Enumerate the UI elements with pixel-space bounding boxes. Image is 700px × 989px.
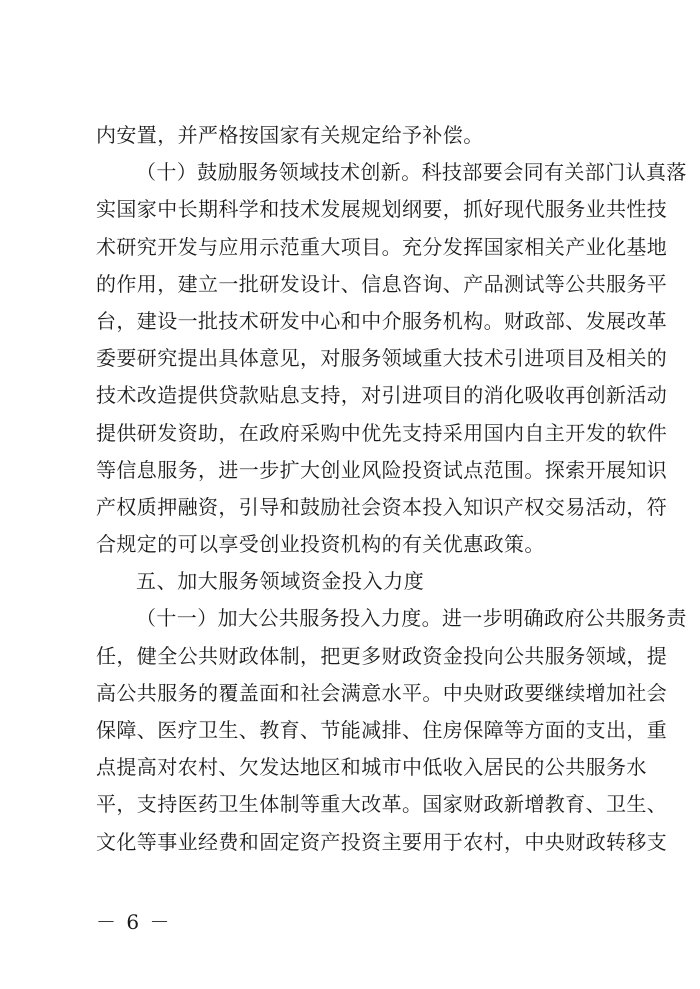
section-heading: 五、加大服务领域资金投入力度 xyxy=(136,569,425,594)
text-line: （十）鼓励服务领域技术创新。科技部要会同有关部门认真落 xyxy=(136,160,687,185)
text-line: 实国家中长期科学和技术发展规划纲要，抓好现代服务业共性技 xyxy=(96,197,668,222)
text-line: 平，支持医药卫生体制等重大改革。国家财政新增教育、卫生、 xyxy=(96,792,668,817)
text-line: 委要研究提出具体意见，对服务领域重大技术引进项目及相关的 xyxy=(96,346,668,371)
text-line: 高公共服务的覆盖面和社会满意水平。中央财政要继续增加社会 xyxy=(96,680,668,705)
text-line: 文化等事业经费和固定资产投资主要用于农村，中央财政转移支 xyxy=(96,829,668,854)
text-line: 合规定的可以享受创业投资机构的有关优惠政策。 xyxy=(96,532,545,557)
text-line: 的作用，建立一批研发设计、信息咨询、产品测试等公共服务平 xyxy=(96,271,668,296)
document-body xyxy=(96,117,687,861)
text-line: 保障、医疗卫生、教育、节能减排、住房保障等方面的支出，重 xyxy=(96,718,668,742)
text-line: 提供研发资助，在政府采购中优先支持采用国内自主开发的软件 xyxy=(96,420,668,445)
text-line: 点提高对农村、欠发达地区和城市中低收入居民的公共服务水 xyxy=(96,755,647,780)
text-line: 术研究开发与应用示范重大项目。充分发挥国家相关产业化基地 xyxy=(96,234,668,259)
text-line: （十一）加大公共服务投入力度。进一步明确政府公共服务责 xyxy=(136,606,687,631)
page-number: － 6 － xyxy=(96,910,172,934)
text-line: 任，健全公共财政体制，把更多财政资金投向公共服务领域，提 xyxy=(96,643,668,668)
text-line: 技术改造提供贷款贴息支持，对引进项目的消化吸收再创新活动 xyxy=(96,383,668,408)
text-line: 产权质押融资，引导和鼓励社会资本投入知识产权交易活动，符 xyxy=(96,494,668,519)
text-line: 等信息服务，进一步扩大创业风险投资试点范围。探索开展知识 xyxy=(96,457,668,482)
text-line: 内安置，并严格按国家有关规定给予补偿。 xyxy=(96,123,484,147)
text-line: 台，建设一批技术研发中心和中介服务机构。财政部、发展改革 xyxy=(96,308,668,333)
